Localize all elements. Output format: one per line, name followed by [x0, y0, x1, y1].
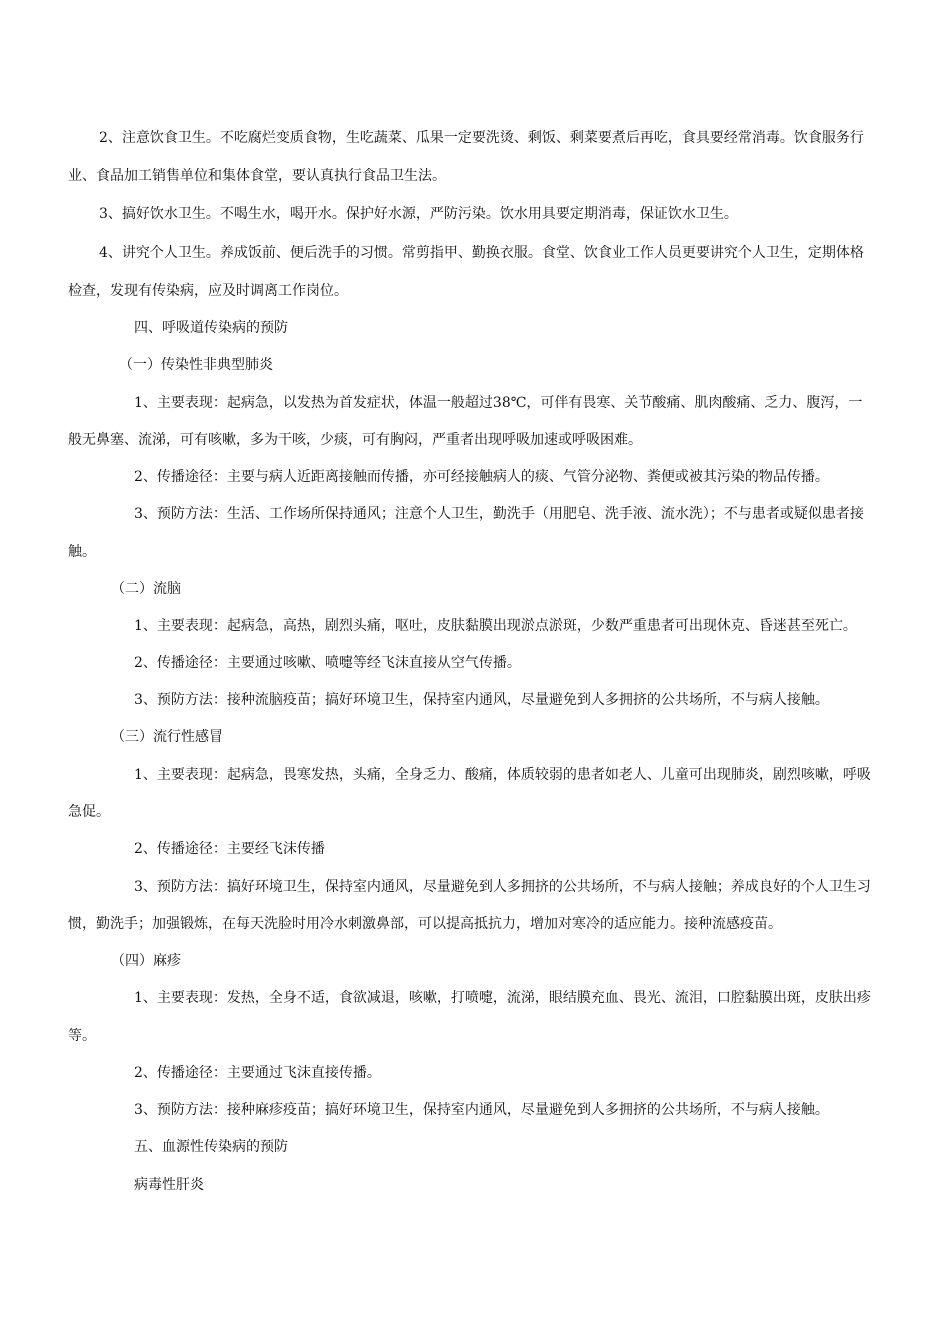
text-line: 1、主要表现：发热，全身不适，食欲减退，咳嗽，打喷嚏，流涕，眼结膜充血、畏光、流泪，口腔黏膜出斑，皮肤出疹 [134, 990, 871, 1006]
section-heading: 四、呼吸道传染病的预防 [134, 320, 288, 336]
text-line: 3、预防方法：搞好环境卫生，保持室内通风，尽量避免到人多拥挤的公共场所，不与病人接触；养成良好的个人卫生习 [134, 879, 871, 895]
text-line: 般无鼻塞、流涕，可有咳嗽，多为干咳，少痰，可有胸闷，严重者出现呼吸加速或呼吸困难。 [68, 432, 642, 448]
text-line: 2、传播途径：主要经飞沫传播 [134, 841, 325, 857]
subsection-heading: 病毒性肝炎 [134, 1177, 204, 1193]
text-line: 3、预防方法：生活、工作场所保持通风；注意个人卫生，勤洗手（用肥皂、洗手液、流水洗）；不与患者或疑似患者接 [134, 506, 864, 522]
text-line: 2、传播途径：主要通过飞沫直接传播。 [134, 1065, 381, 1081]
text-line: 2、传播途径：主要与病人近距离接触而传播，亦可经接触病人的痰、气管分泌物、粪便或被其污染的物品传播。 [134, 469, 829, 485]
text-line: 1、主要表现：起病急，以发热为首发症状，体温一般超过38℃，可伴有畏寒、关节酸痛、肌肉酸痛、乏力、腹泻，一 [134, 395, 863, 411]
section-heading: 五、血源性传染病的预防 [134, 1139, 288, 1155]
text-line: 1、主要表现：起病急，畏寒发热，头痛，全身乏力、酸痛，体质较弱的患者如老人、儿童可出现肺炎，剧烈咳嗽，呼吸 [134, 767, 871, 783]
text-line: 2、传播途径：主要通过咳嗽、喷嚏等经飞沫直接从空气传播。 [134, 655, 521, 671]
text-line: 3、搞好饮水卫生。不喝生水，喝开水。保护好水源，严防污染。饮水用具要定期消毒，保证饮水卫生。 [99, 206, 738, 222]
text-line: 检查，发现有传染病，应及时调离工作岗位。 [68, 283, 348, 299]
subsection-heading: （二）流脑 [111, 581, 181, 597]
text-line: 3、预防方法：接种流脑疫苗；搞好环境卫生，保持室内通风，尽量避免到人多拥挤的公共场所，不与病人接触。 [134, 692, 829, 708]
text-line: 触。 [68, 544, 96, 560]
text-line: 1、主要表现：起病急，高热，剧烈头痛，呕吐，皮肤黏膜出现淤点淤斑，少数严重患者可出现休克、昏迷甚至死亡。 [134, 618, 857, 634]
text-line: 惯，勤洗手；加强锻炼，在每天洗脸时用冷水刺激鼻部，可以提高抵抗力，增加对寒冷的适应能力。接种流感疫苗。 [68, 916, 782, 932]
text-line: 2、注意饮食卫生。不吃腐烂变质食物，生吃蔬菜、瓜果一定要洗烫、剩饭、剩菜要煮后再吃，食具要经常消毒。饮食服务行 [99, 130, 864, 146]
text-line: 等。 [68, 1028, 96, 1044]
text-line: 急促。 [68, 804, 110, 820]
text-line: 业、食品加工销售单位和集体食堂，要认真执行食品卫生法。 [68, 168, 446, 184]
text-line: 3、预防方法：接种麻疹疫苗；搞好环境卫生，保持室内通风，尽量避免到人多拥挤的公共场所，不与病人接触。 [134, 1102, 829, 1118]
subsection-heading: （一）传染性非典型肺炎 [119, 357, 273, 373]
text-line: 4、讲究个人卫生。养成饭前、便后洗手的习惯。常剪指甲、勤换衣服。食堂、饮食业工作人员更要讲究个人卫生，定期体格 [99, 245, 864, 261]
subsection-heading: （四）麻疹 [111, 953, 181, 969]
subsection-heading: （三）流行性感冒 [111, 729, 223, 745]
